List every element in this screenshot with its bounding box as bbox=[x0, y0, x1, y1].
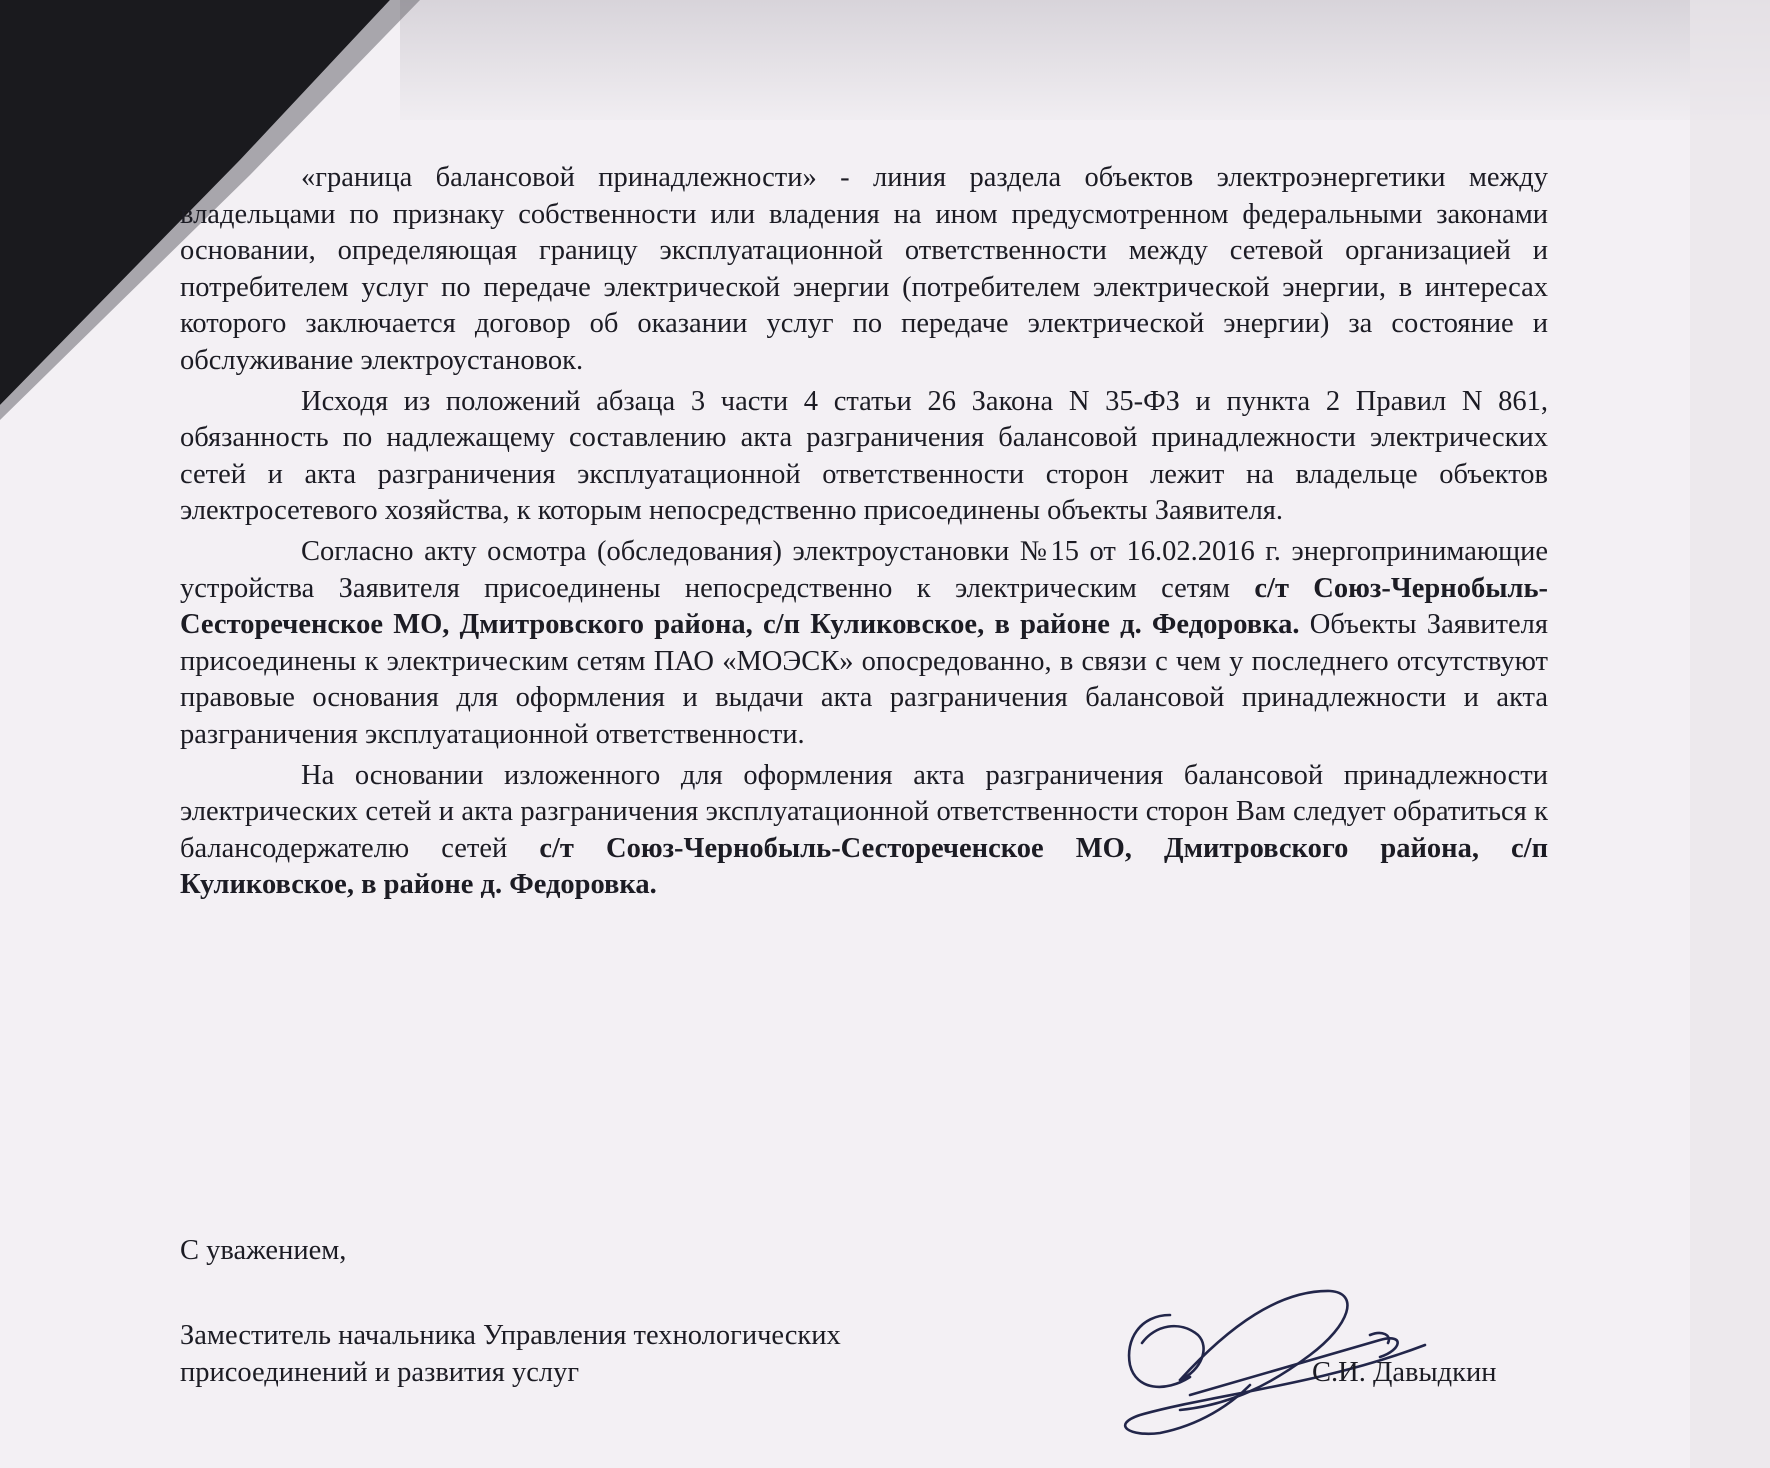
letter-body bbox=[180, 160, 1548, 908]
paragraph-run: Исходя из положений абзаца 3 части 4 статьи 26 Закона N 35-ФЗ и пункта 2 Правил N 861, обязанность по надлежащему составлению акта разграничения балансовой принадлежности электрических сетей и акта разграничения эксплуатационной ответственности сторон лежит на владельце объектов электросетевого хозяйства, к которым непосредственно присоединены объекты Заявителя. bbox=[180, 385, 1548, 527]
signatory-title bbox=[180, 1317, 841, 1391]
paragraph-run: «граница балансовой принадлежности» - линия раздела объектов электроэнергетики между владельцами по признаку собственности или владения на ином предусмотренном федеральными законами основании, определяющая границу эксплуатационной ответственности между сетевой организацией и потребителем услуг по передаче электрической энергии (потребителем электрической энергии, в интересах которого заключается договор об оказании услуг по передаче электрической энергии) за состояние и обслуживание электроустановок. bbox=[180, 162, 1548, 376]
signatory-name: С.И. Давыдкин bbox=[1312, 1357, 1497, 1388]
paragraph-inspection-act bbox=[180, 534, 1548, 754]
paragraph-run-bold: с/т Союз-Чернобыль-Сестореченское МО, Дмитровского района, с/п Куликовское, в районе д. Федоровка. bbox=[180, 572, 1548, 641]
paragraph-run: На основании изложенного для оформления акта разграничения балансовой принадлежности электрических сетей и акта разграничения эксплуатационной ответственности сторон Вам следует обратиться к балансодержателю сетей bbox=[180, 759, 1548, 864]
paragraph-conclusion bbox=[180, 758, 1548, 904]
signatory-title-line: присоединений и развития услуг bbox=[180, 1357, 580, 1388]
paragraph-run-bold: с/т Союз-Чернобыль-Сестореченское МО, Дмитровского района, с/п Куликовское, в районе д. Федоровка. bbox=[180, 832, 1548, 901]
paragraph-run: Объекты Заявителя присоединены к электрическим сетям ПАО «МОЭСК» опосредованно, в связи с чем у последнего отсутствуют правовые основания для оформления и выдачи акта разграничения балансовой принадлежности и акта разграничения эксплуатационной ответственности. bbox=[180, 609, 1548, 750]
paragraph-legal-basis bbox=[180, 384, 1548, 530]
signatory-title-line: Заместитель начальника Управления технологических bbox=[180, 1320, 841, 1351]
closing-greeting: С уважением, bbox=[180, 1235, 347, 1266]
paragraph-run: Согласно акту осмотра (обследования) электроустановки №15 от 16.02.2016 г. энергопринимающие устройства Заявителя присоединены непосредственно к электрическим сетям bbox=[180, 535, 1548, 604]
paragraph-definition bbox=[180, 160, 1548, 380]
